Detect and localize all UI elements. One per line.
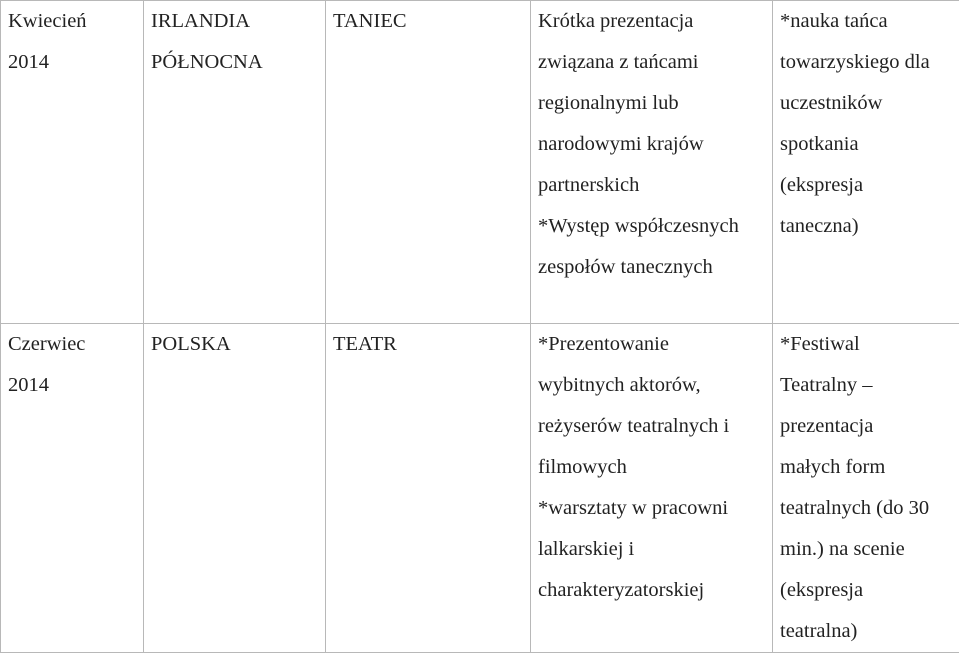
description-cell bbox=[531, 324, 773, 653]
date-cell bbox=[1, 1, 144, 324]
cell-text: (ekspresja bbox=[780, 570, 959, 611]
cell-text: TEATR bbox=[333, 324, 530, 365]
cell-text: lalkarskiej i bbox=[538, 529, 772, 570]
cell-text: IRLANDIA bbox=[151, 1, 325, 42]
activity-cell bbox=[773, 324, 959, 653]
cell-text: Czerwiec bbox=[8, 324, 143, 365]
theme-cell bbox=[326, 324, 531, 653]
cell-text: *nauka tańca bbox=[780, 1, 959, 42]
cell-text: uczestników bbox=[780, 83, 959, 124]
activity-cell bbox=[773, 1, 959, 324]
cell-text: małych form bbox=[780, 447, 959, 488]
cell-text: TANIEC bbox=[333, 1, 530, 42]
country-cell bbox=[144, 1, 326, 324]
cell-text: towarzyskiego dla bbox=[780, 42, 959, 83]
cell-text: min.) na scenie bbox=[780, 529, 959, 570]
cell-text: POLSKA bbox=[151, 324, 325, 365]
cell-text: reżyserów teatralnych i bbox=[538, 406, 772, 447]
table-row bbox=[1, 1, 959, 324]
cell-text: *warsztaty w pracowni bbox=[538, 488, 772, 529]
date-cell bbox=[1, 324, 144, 653]
table-row bbox=[1, 324, 959, 653]
cell-text: 2014 bbox=[8, 365, 143, 406]
cell-text: Teatralny – bbox=[780, 365, 959, 406]
theme-cell bbox=[326, 1, 531, 324]
cell-text: *Festiwal bbox=[780, 324, 959, 365]
cell-text: wybitnych aktorów, bbox=[538, 365, 772, 406]
cell-text: PÓŁNOCNA bbox=[151, 42, 325, 83]
cell-text: partnerskich bbox=[538, 165, 772, 206]
cell-text: Kwiecień bbox=[8, 1, 143, 42]
cell-text: teatralna) bbox=[780, 611, 959, 652]
cell-text: Krótka prezentacja bbox=[538, 1, 772, 42]
cell-text: *Występ współczesnych bbox=[538, 206, 772, 247]
cell-text: 2014 bbox=[8, 42, 143, 83]
cell-text: zespołów tanecznych bbox=[538, 247, 772, 288]
cell-text: (ekspresja bbox=[780, 165, 959, 206]
cell-text: taneczna) bbox=[780, 206, 959, 247]
cell-text: regionalnymi lub bbox=[538, 83, 772, 124]
cell-text: teatralnych (do 30 bbox=[780, 488, 959, 529]
cell-text: *Prezentowanie bbox=[538, 324, 772, 365]
country-cell bbox=[144, 324, 326, 653]
description-cell bbox=[531, 1, 773, 324]
cell-text: filmowych bbox=[538, 447, 772, 488]
cell-text: charakteryzatorskiej bbox=[538, 570, 772, 611]
cell-text: narodowymi krajów bbox=[538, 124, 772, 165]
cell-text: spotkania bbox=[780, 124, 959, 165]
cell-text: prezentacja bbox=[780, 406, 959, 447]
cell-text: związana z tańcami bbox=[538, 42, 772, 83]
